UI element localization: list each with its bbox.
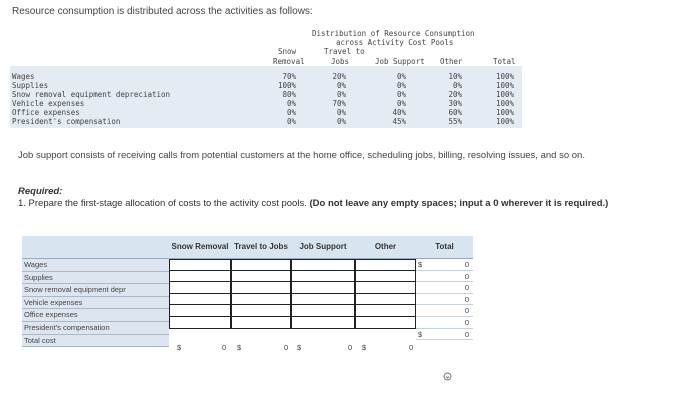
cell-value: 30% <box>448 99 462 108</box>
cell-value: 0% <box>396 81 406 90</box>
cell-value: 0% <box>336 117 346 126</box>
cell-value: 0% <box>396 99 406 108</box>
currency-symbol: $ <box>177 343 182 352</box>
total-value: 0 <box>464 260 469 269</box>
total-cell <box>416 329 473 341</box>
cell-value: 70% <box>332 99 346 108</box>
other-column <box>355 259 416 329</box>
input-cell[interactable] <box>291 317 355 329</box>
input-cell[interactable] <box>169 282 231 294</box>
cell-value: 10% <box>448 72 462 81</box>
cell-value: 100% <box>495 99 514 108</box>
row-label: Vehicle expenses <box>12 99 85 108</box>
row-label: Snow removal equipment depreciation <box>12 90 171 99</box>
grid-row-label: President's compensation <box>22 322 169 335</box>
cell-value: 100% <box>277 81 296 90</box>
input-cell[interactable] <box>169 317 231 329</box>
cell-value: 100% <box>495 90 514 99</box>
cell-value: 0% <box>336 90 346 99</box>
distribution-table <box>0 0 700 140</box>
currency-symbol: $ <box>362 343 367 352</box>
total-cell <box>416 259 473 271</box>
cell-value: 0% <box>336 108 346 117</box>
cell-value: 80% <box>282 90 296 99</box>
cell-value: 100% <box>495 72 514 81</box>
col-header-other: Other <box>440 57 463 66</box>
snow-removal-column <box>169 259 231 329</box>
cell-value: 20% <box>332 72 346 81</box>
travel-to-jobs-column <box>231 259 291 329</box>
input-cell[interactable] <box>169 294 231 306</box>
table-caption-line1: Distribution of Resource Consumption <box>312 29 475 38</box>
input-cell[interactable] <box>355 305 416 317</box>
grid-header-job-support: Job Support <box>291 236 355 259</box>
currency-symbol: $ <box>297 343 302 352</box>
cell-value: 100% <box>495 108 514 117</box>
col-header-jobsupport: Job Support <box>375 57 425 66</box>
total-value: 0 <box>222 343 227 352</box>
total-cell: 0 <box>416 305 473 317</box>
input-cell[interactable] <box>231 317 291 329</box>
cell-value: 0% <box>286 99 296 108</box>
total-column <box>416 259 473 340</box>
total-cell: 0 <box>416 317 473 329</box>
cell-value: 0% <box>396 72 406 81</box>
col-header-snow-l1: Snow <box>278 47 297 56</box>
col-header-travel-l1: Travel to <box>324 47 365 56</box>
answer-grid <box>22 236 473 359</box>
input-cell[interactable] <box>355 317 416 329</box>
input-cell[interactable] <box>291 282 355 294</box>
cell-value: 100% <box>495 117 514 126</box>
col-header-total: Total <box>493 57 516 66</box>
grid-header-total: Total <box>416 236 473 259</box>
total-value: 0 <box>348 343 353 352</box>
total-value: 0 <box>409 343 414 352</box>
row-label: Supplies <box>12 81 49 90</box>
input-cell[interactable] <box>169 305 231 317</box>
input-cell[interactable] <box>291 259 355 271</box>
input-cell[interactable] <box>291 271 355 283</box>
total-cell: 0 <box>416 294 473 306</box>
cell-value: 100% <box>495 81 514 90</box>
input-cell[interactable] <box>231 271 291 283</box>
grid-header-snow-removal: Snow Removal <box>169 236 231 259</box>
cell-value: 0% <box>286 117 296 126</box>
row-label: President's compensation <box>12 117 121 126</box>
required-heading: Required: <box>18 186 63 197</box>
input-cell[interactable] <box>355 259 416 271</box>
grid-row-labels <box>22 259 169 347</box>
cell-value: 0% <box>286 108 296 117</box>
input-cell[interactable] <box>169 259 231 271</box>
total-cell: 0 <box>416 271 473 283</box>
cell-value: 60% <box>448 108 462 117</box>
grid-row-label: Office expenses <box>22 309 169 322</box>
cell-value: 70% <box>282 72 296 81</box>
input-cell[interactable] <box>355 294 416 306</box>
total-value: 0 <box>464 329 469 339</box>
grid-row-label: Supplies <box>22 272 169 285</box>
input-cell[interactable] <box>355 282 416 294</box>
job-support-paragraph: Job support consists of receiving calls from potential customers at the home office, scheduling jobs, billing, resolving issues, and so on. <box>18 150 585 161</box>
currency-symbol: $ <box>237 343 242 352</box>
cursor-icon <box>443 372 451 380</box>
table-caption-line2: across Activity Cost Pools <box>336 38 454 47</box>
input-cell[interactable] <box>169 271 231 283</box>
grid-row-label: Snow removal equipment depr <box>22 284 169 297</box>
cell-value: 55% <box>448 117 462 126</box>
required-text: 1. Prepare the first-stage allocation of costs to the activity cost pools. <box>18 198 307 209</box>
cell-value: 0% <box>452 81 462 90</box>
grid-row-label: Wages <box>22 259 169 272</box>
required-instructions <box>18 198 618 210</box>
input-cell[interactable] <box>231 305 291 317</box>
cell-value: 0% <box>396 90 406 99</box>
job-support-column <box>291 259 355 329</box>
input-cell[interactable] <box>355 271 416 283</box>
input-cell[interactable] <box>291 294 355 306</box>
input-cell[interactable] <box>231 259 291 271</box>
row-label: Wages <box>12 72 35 81</box>
grid-header-blank <box>22 236 169 259</box>
grid-row-label: Total cost <box>22 335 169 348</box>
cell-value: 45% <box>392 117 406 126</box>
col-header-snow-l2: Removal <box>273 57 305 66</box>
input-cell[interactable] <box>231 282 291 294</box>
cell-value: 40% <box>392 108 406 117</box>
cell-value: 20% <box>448 90 462 99</box>
input-cell[interactable] <box>291 305 355 317</box>
cell-value: 0% <box>336 81 346 90</box>
intro-text: Resource consumption is distributed across the activities as follows: <box>12 6 313 17</box>
currency-symbol: $ <box>418 329 423 339</box>
row-label: Office expenses <box>12 108 80 117</box>
currency-symbol: $ <box>418 260 423 269</box>
col-header-travel-l2: Jobs <box>331 57 350 66</box>
total-cell: 0 <box>416 282 473 294</box>
total-value: 0 <box>284 343 289 352</box>
grid-header-other: Other <box>355 236 416 259</box>
grid-row-label: Vehicle expenses <box>22 297 169 310</box>
grid-header-travel-to-jobs: Travel to Jobs <box>231 236 291 259</box>
input-cell[interactable] <box>231 294 291 306</box>
required-note: (Do not leave any empty spaces; input a 0 wherever it is required.) <box>309 198 609 209</box>
